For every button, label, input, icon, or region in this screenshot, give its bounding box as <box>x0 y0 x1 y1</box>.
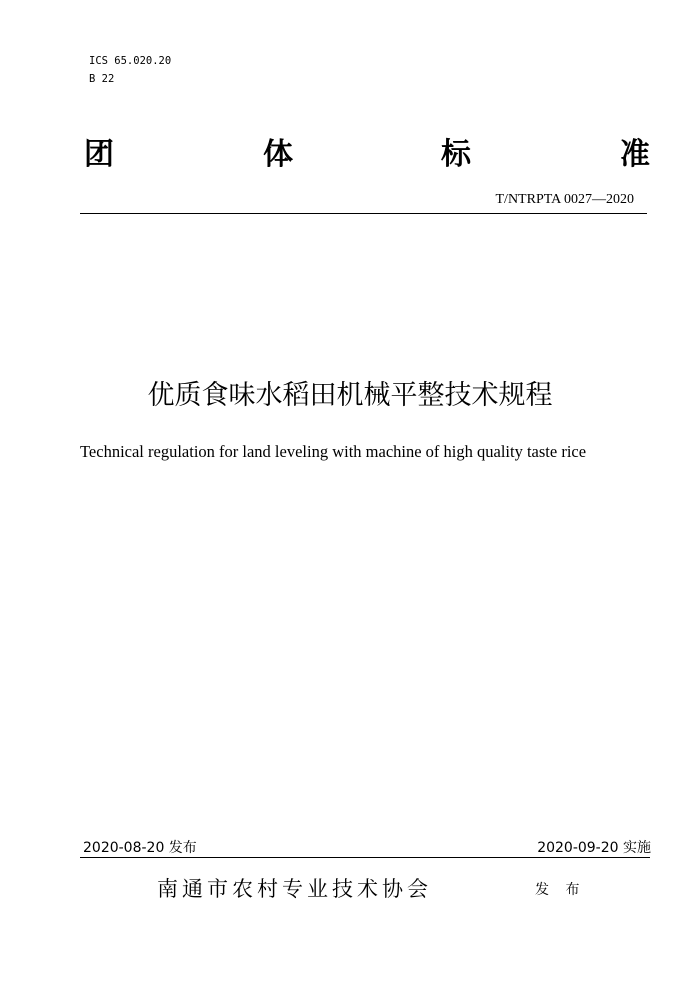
standard-type-char-4: 准 <box>620 137 650 172</box>
footer-divider <box>80 857 650 858</box>
standard-type-char-2: 体 <box>263 137 293 172</box>
issue-date: 2020-08-20 发布 <box>83 840 197 856</box>
ccs-code: B 22 <box>89 73 115 85</box>
standard-number: T/NTRPTA 0027—2020 <box>495 192 634 207</box>
standard-type-char-3: 标 <box>441 137 471 172</box>
header-divider <box>80 213 647 214</box>
implementation-date: 2020-09-20 实施 <box>537 840 651 856</box>
publish-label: 发 布 <box>535 882 586 898</box>
title-english: Technical regulation for land leveling with machine of high quality taste rice <box>80 442 587 461</box>
publisher-name: 南通市农村专业技术协会 <box>157 877 432 901</box>
standard-type-char-1: 团 <box>84 137 114 172</box>
title-chinese: 优质食味水稻田机械平整技术规程 <box>147 380 553 411</box>
ics-code: ICS 65.020.20 <box>89 55 172 67</box>
